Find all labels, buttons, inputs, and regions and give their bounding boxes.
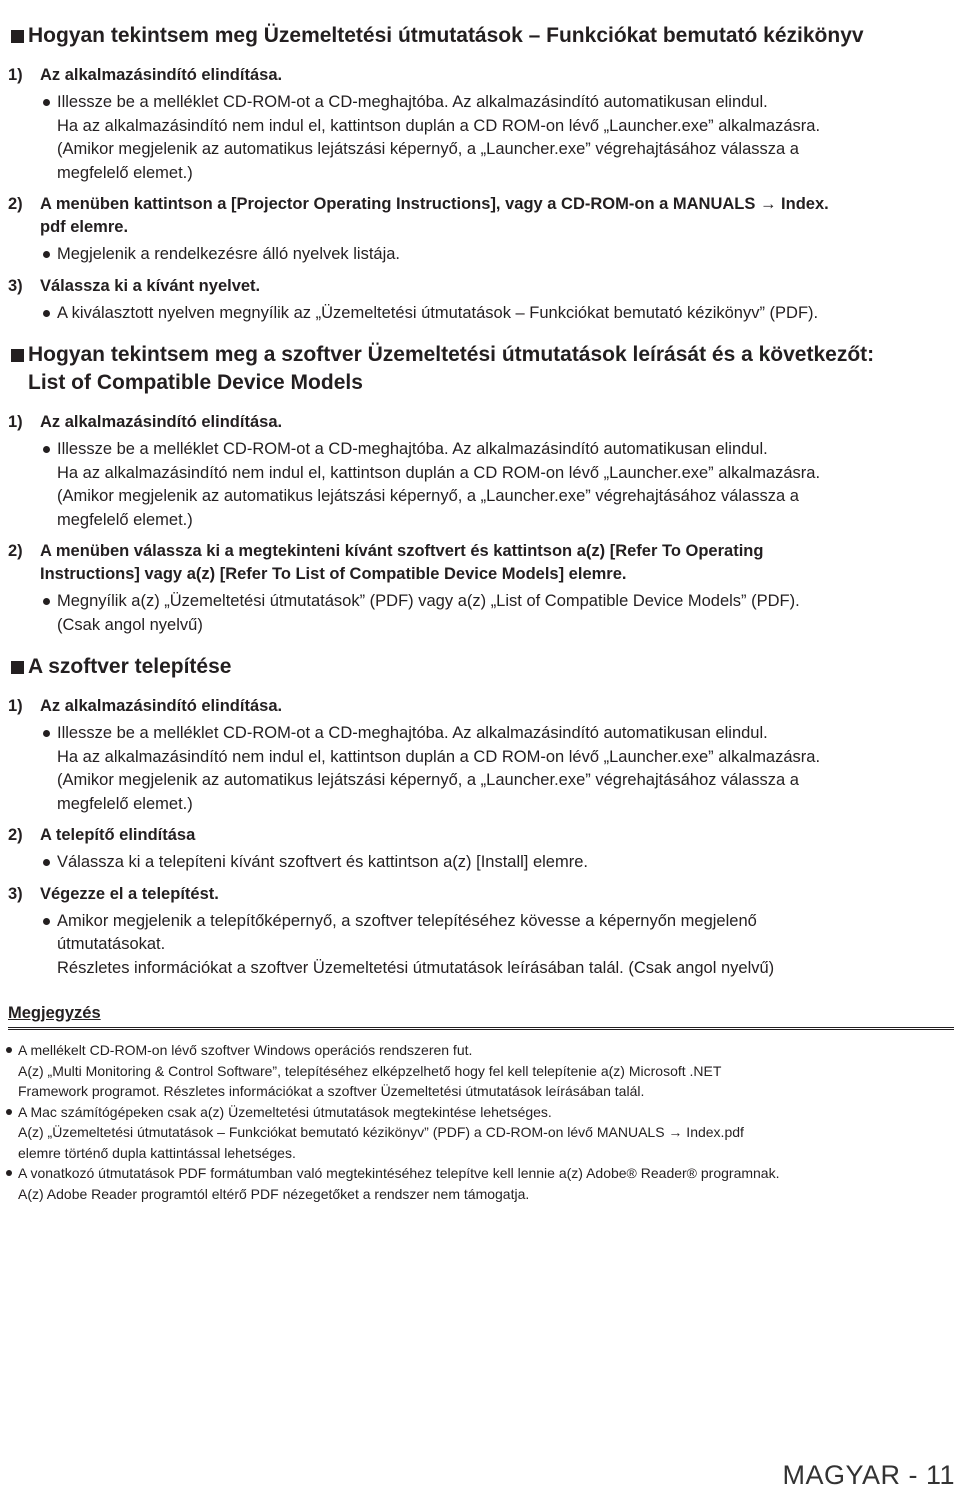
bullet-text-line: Válassza ki a telepíteni kívánt szoftvert és kattintson a(z) [Install] elemre.	[57, 853, 588, 871]
section-spacer	[8, 645, 954, 653]
note-item	[8, 1102, 954, 1164]
note-item	[8, 1040, 954, 1102]
section-heading-text	[28, 22, 864, 50]
manual-page	[8, 22, 954, 1204]
step-number: 1)	[8, 66, 23, 84]
step-text	[40, 824, 195, 847]
bullet-dot-icon	[43, 730, 50, 737]
step-text-line: pdf elemre.	[40, 218, 129, 236]
note-text-line: A(z) „Üzemeltetési útmutatások – Funkciókat bemutató kézikönyv” (PDF) a CD-ROM-on lévő MANUALS → Index.pdf	[18, 1124, 744, 1140]
step-number: 2)	[8, 542, 23, 560]
note-item	[8, 1163, 954, 1204]
step-number: 1)	[8, 413, 23, 431]
bullet-dot-icon	[6, 1170, 12, 1176]
step-text	[40, 64, 282, 87]
bullet-text-line: (Amikor megjelenik az automatikus lejátszási képernyő, a „Launcher.exe” végrehajtásához válassza a	[57, 771, 799, 789]
step-text-line: A menüben válassza ki a megtekinteni kívánt szoftvert és kattintson a(z) [Refer To Operating	[40, 542, 764, 560]
bullet-text-line: Ha az alkalmazásindító nem indul el, kattintson duplán a CD ROM-on lévő „Launcher.exe” alkalmazásra.	[57, 116, 821, 135]
bullet-dot-icon	[6, 1047, 12, 1053]
bullet-dot-icon	[43, 598, 50, 605]
bullet-dot-icon	[6, 1109, 12, 1115]
step-heading	[8, 275, 954, 298]
step-text-line: Az alkalmazásindító elindítása.	[40, 697, 283, 715]
section-heading-text	[28, 341, 874, 397]
section-heading	[8, 341, 954, 397]
heading-line: List of Compatible Device Models	[28, 371, 363, 394]
heading-line: A szoftver telepítése	[28, 655, 232, 678]
bullet-text-line: útmutatásokat.	[57, 935, 166, 953]
step-heading	[8, 193, 954, 239]
step-text	[40, 540, 763, 586]
section	[8, 653, 954, 996]
step-number: 3)	[8, 884, 23, 903]
bullet-text-line: Amikor megjelenik a telepítőképernyő, a szoftver telepítéséhez kövesse a képernyőn megjelenő	[57, 911, 757, 930]
section-spacer	[8, 988, 954, 996]
bullet-text-line: megfelelő elemet.)	[57, 794, 193, 813]
note-text-line: elemre történő dupla kattintással lehetséges.	[18, 1144, 296, 1161]
step-text-line: Végezze el a telepítést.	[40, 884, 219, 903]
step-text	[40, 695, 282, 718]
note-text-line: A vonatkozó útmutatások PDF formátumban való megtekintéséhez telepítve kell lennie a(z) Adobe® Reader® programnak.	[18, 1165, 780, 1181]
step-heading	[8, 883, 954, 906]
section-heading	[8, 22, 954, 50]
note-text-line: A(z) „Multi Monitoring & Control Software”, telepítéséhez elképzelhető hogy fel kell telepítenie a(z) Microsoft .NET	[18, 1062, 722, 1079]
note-text-line: A(z) Adobe Reader programtól eltérő PDF nézegetőket a rendszer nem támogatja.	[18, 1185, 530, 1202]
heading-line: Hogyan tekintsem meg Üzemeltetési útmutatások – Funkciókat bemutató kézikönyv	[28, 24, 864, 47]
notes-heading	[8, 1004, 954, 1030]
bullet-text-line: megfelelő elemet.)	[57, 163, 193, 182]
note-text-line: A Mac számítógépeken csak a(z) Üzemeltetési útmutatások megtekintése lehetséges.	[18, 1103, 552, 1120]
step-text-line: A telepítő elindítása	[40, 826, 196, 844]
bullet-item	[8, 590, 954, 637]
section	[8, 341, 954, 653]
bullet-text-line: Ha az alkalmazásindító nem indul el, kattintson duplán a CD ROM-on lévő „Launcher.exe” alkalmazásra.	[57, 747, 821, 766]
heading-line: Hogyan tekintsem meg a szoftver Üzemeltetési útmutatások leírását és a következőt:	[28, 343, 875, 366]
bullet-dot-icon	[43, 310, 50, 317]
bullet-text-line: Részletes információkat a szoftver Üzemeltetési útmutatások leírásában talál. (Csak angol nyelvű)	[57, 958, 775, 977]
section-heading	[8, 653, 954, 681]
bullet-item	[8, 243, 954, 267]
step-text-line: A menüben kattintson a [Projector Operating Instructions], vagy a CD-ROM-on a MANUALS → Index.	[40, 195, 829, 213]
bullet-dot-icon	[43, 446, 50, 453]
bullet-text-line: (Csak angol nyelvű)	[57, 615, 203, 634]
square-bullet-icon	[11, 349, 24, 362]
bullet-dot-icon	[43, 859, 50, 866]
step-text-line: Válassza ki a kívánt nyelvet.	[40, 276, 261, 295]
step-text	[40, 275, 260, 298]
bullet-item	[8, 91, 954, 185]
step-heading	[8, 695, 954, 718]
bullet-item	[8, 851, 954, 875]
step-number: 2)	[8, 826, 23, 844]
bullet-text-line: Illessze be a melléklet CD-ROM-ot a CD-meghajtóba. Az alkalmazásindító automatikusan elindul.	[57, 93, 768, 111]
step-heading	[8, 64, 954, 87]
bullet-item	[8, 722, 954, 816]
note-text-line: A mellékelt CD-ROM-on lévő szoftver Windows operációs rendszeren fut.	[18, 1042, 473, 1058]
bullet-dot-icon	[43, 99, 50, 106]
page-number: MAGYAR - 11	[782, 1460, 955, 1490]
notes-heading-label: Megjegyzés	[8, 1004, 101, 1022]
bullet-text-line: (Amikor megjelenik az automatikus lejátszási képernyő, a „Launcher.exe” végrehajtásához válassza a	[57, 487, 799, 505]
step-text	[40, 193, 829, 239]
step-heading	[8, 411, 954, 434]
bullet-text-line: Megnyílik a(z) „Üzemeltetési útmutatások” (PDF) vagy a(z) „List of Compatible Device Models” (PDF).	[57, 592, 800, 610]
section	[8, 22, 954, 341]
bullet-text-line: Ha az alkalmazásindító nem indul el, kattintson duplán a CD ROM-on lévő „Launcher.exe” alkalmazásra.	[57, 463, 821, 482]
bullet-item	[8, 302, 954, 326]
step-number: 2)	[8, 195, 23, 213]
step-text-line: Az alkalmazásindító elindítása.	[40, 413, 283, 431]
square-bullet-icon	[11, 661, 24, 674]
step-heading	[8, 824, 954, 847]
step-number: 3)	[8, 276, 23, 295]
bullet-dot-icon	[43, 918, 50, 925]
bullet-item	[8, 910, 954, 981]
step-text	[40, 883, 219, 906]
step-text-line: Instructions] vagy a(z) [Refer To List of Compatible Device Models] elemre.	[40, 565, 627, 583]
bullet-item	[8, 438, 954, 532]
square-bullet-icon	[11, 30, 24, 43]
section-spacer	[8, 333, 954, 341]
bullet-text-line: Illessze be a melléklet CD-ROM-ot a CD-meghajtóba. Az alkalmazásindító automatikusan elindul.	[57, 440, 768, 458]
note-text-line: Framework programot. Részletes információkat a szoftver Üzemeltetési útmutatások leírásában talál.	[18, 1083, 645, 1099]
step-text	[40, 411, 282, 434]
bullet-text-line: megfelelő elemet.)	[57, 510, 193, 529]
bullet-text-line: (Amikor megjelenik az automatikus lejátszási képernyő, a „Launcher.exe” végrehajtásához válassza a	[57, 140, 799, 158]
bullet-text-line: Megjelenik a rendelkezésre álló nyelvek listája.	[57, 245, 401, 263]
bullet-dot-icon	[43, 251, 50, 258]
notes-list	[8, 1040, 954, 1204]
section-heading-text	[28, 653, 231, 681]
step-text-line: Az alkalmazásindító elindítása.	[40, 66, 283, 84]
bullet-text-line: Illessze be a melléklet CD-ROM-ot a CD-meghajtóba. Az alkalmazásindító automatikusan elindul.	[57, 724, 768, 742]
step-heading	[8, 540, 954, 586]
bullet-text-line: A kiválasztott nyelven megnyílik az „Üzemeltetési útmutatások – Funkciókat bemutató kézikönyv” (PDF).	[57, 303, 819, 322]
step-number: 1)	[8, 697, 23, 715]
